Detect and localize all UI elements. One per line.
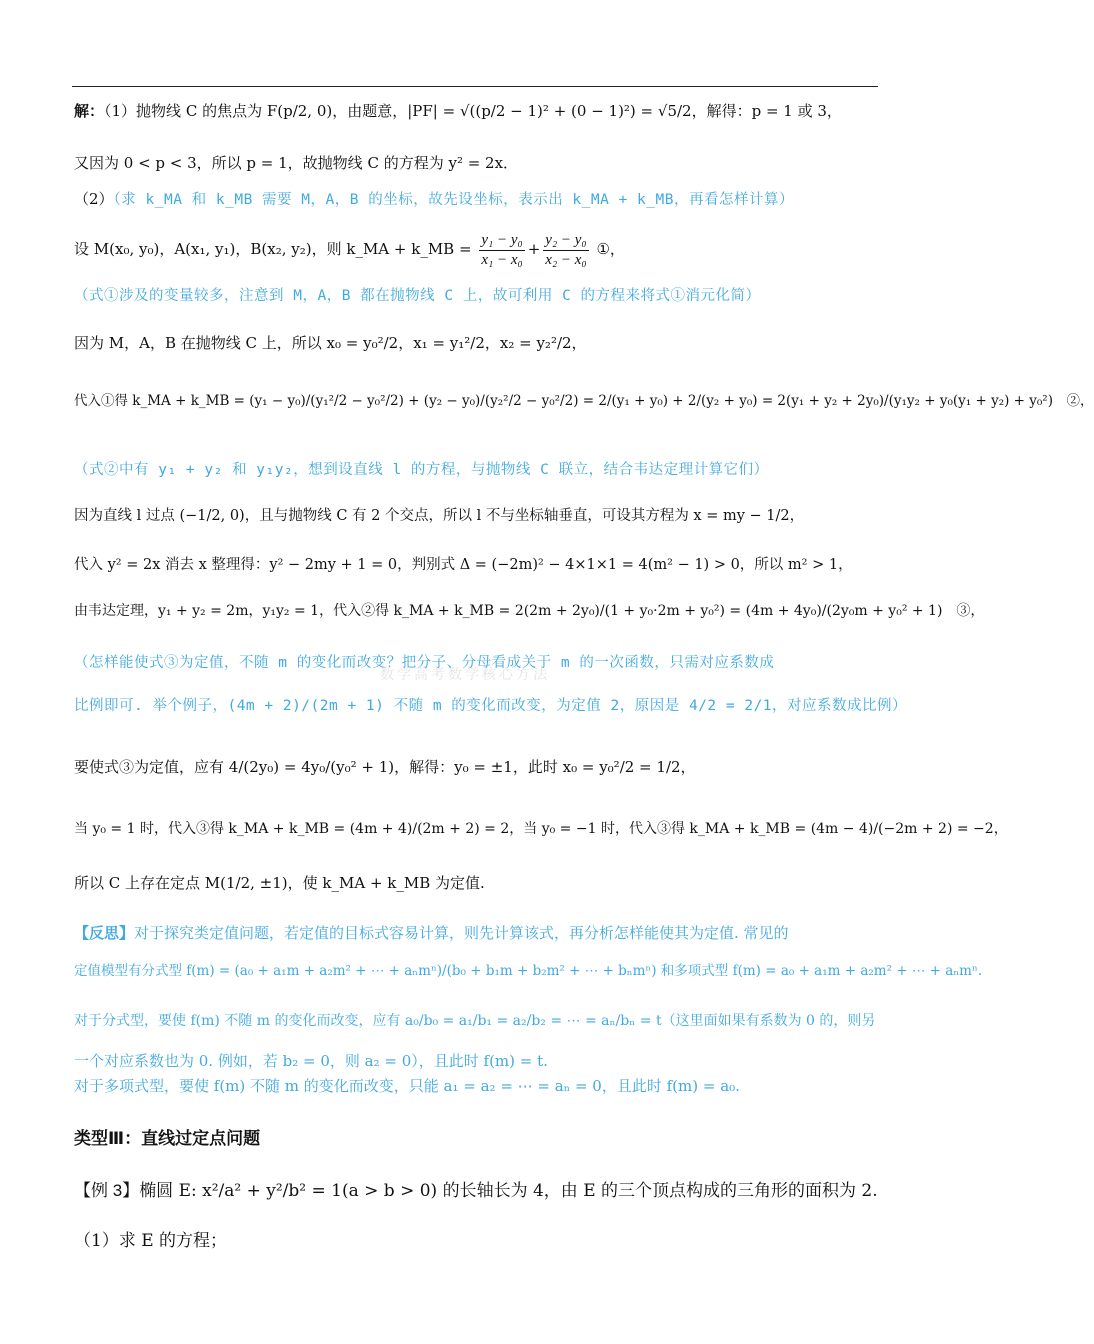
solution-line-10: 代入 y² = 2x 消去 x 整理得：y² − 2my + 1 = 0，判别式 Δ = (−2m)² − 4×1×1 = 4(m² − 1) > 0，所以 m² > 1，: [74, 557, 853, 573]
solution-line-15: 当 y₀ = 1 时，代入③得 k_MA + k_MB = (4m + 4)/(2m + 2) = 2，当 y₀ = −1 时，代入③得 k_MA + k_MB = (4m − 4)/(−2m + 2) = −2，: [74, 821, 1008, 837]
example-text: 椭圆 E: x²/a² + y²/b² = 1(a > b > 0) 的长轴长为 4，由 E 的三个顶点构成的三角形的面积为 2.: [139, 1181, 878, 1201]
solution-line-6: 因为 M，A，B 在抛物线 C 上，所以 x₀ = y₀²/2，x₁ = y₁²/2，x₂ = y₂²/2，: [74, 334, 587, 352]
hint-4: （怎样能使式③为定值，不随 m 的变化而改变？把分子、分母看成关于 m 的一次函数，只需对应系数成: [74, 655, 775, 671]
question-1: （1）求 E 的方程；: [74, 1231, 228, 1251]
hint-5: 比例即可. 举个例子，(4m + 2)/(2m + 1) 不随 m 的变化而改变，为定值 2，原因是 4/2 = 2/1，对应系数成比例）: [74, 698, 908, 714]
solution-line-14: 要使式③为定值，应有 4/(2y₀) = 4y₀/(y₀² + 1)，解得：y₀ = ±1，此时 x₀ = y₀²/2 = 1/2，: [74, 758, 696, 776]
solution-line-16: 所以 C 上存在定点 M(1/2, ±1)，使 k_MA + k_MB 为定值.: [74, 874, 485, 892]
set-coordinates-text: 设 M(x₀, y₀)，A(x₁, y₁)，B(x₂, y₂)，则 k_MA + k_MB =: [74, 240, 472, 258]
reflection-line-3: 对于分式型，要使 f(m) 不随 m 的变化而改变，应有 a₀/b₀ = a₁/b₁ = a₂/b₂ = ⋯ = aₙ/bₙ = t（这里面如果有系数为 0 的，则另: [74, 1013, 876, 1029]
solution-line-7: 代入①得 k_MA + k_MB = (y₁ − y₀)/(y₁²/2 − y₀²/2) + (y₂ − y₀)/(y₂²/2 − y₀²/2) = 2/(y₁ + y₀) + 2/(y₂ + y₀) = 2(y₁ + y₂ + 2y₀)/(y₁y₂ + y₀(y₁ + y₂) + y₀²) ②，: [74, 393, 1094, 409]
solution-label: 解：: [74, 102, 105, 120]
section-heading: 类型Ⅲ：直线过定点问题: [74, 1129, 261, 1148]
watermark: 数学高考数学核心方法: [380, 667, 550, 683]
slope-fraction-mb: $\frac{\text{y₂ − y₀}}{\text{x₂ − x₀}}$: [545, 232, 587, 268]
reflection-line-2: 定值模型有分式型 f(m) = (a₀ + a₁m + a₂m² + ⋯ + aₙmⁿ)/(b₀ + b₁m + b₂m² + ⋯ + bₙmⁿ) 和多项式型 f(m) = a₀ + a₁m + a₂m² + ⋯ + aₙmⁿ.: [74, 963, 983, 979]
solution-line-4: 设 M(x₀, y₀)，A(x₁, y₁)，B(x₂, y₂)，则 k_MA + k_MB = $\frac{\text{y₁ − y₀}}{\text{x₁ − x₀}}$ + $\frac{\text{y₂ − y₀}}{\text{x₂ − x₀}}$ ①，: [74, 232, 625, 268]
hint-2: （式①涉及的变量较多，注意到 M，A，B 都在抛物线 C 上，故可利用 C 的方程来将式①消元化简）: [74, 288, 761, 304]
hint-1: （求 k_MA 和 k_MB 需要 M，A，B 的坐标，故先设坐标，表示出 k_MA + k_MB，再看怎样计算）: [113, 192, 794, 208]
reflection-text-1: 对于探究类定值问题，若定值的目标式容易计算，则先计算该式，再分析怎样能使其为定值. 常见的: [134, 924, 789, 942]
solution-line-1: [74, 100, 880, 122]
top-rule: [72, 86, 878, 87]
slope-fraction-ma: $\frac{\text{y₁ − y₀}}{\text{x₁ − x₀}}$: [481, 232, 523, 268]
solution-line-2: 又因为 0 < p < 3，所以 p = 1，故抛物线 C 的方程为 y² = 2x．: [74, 154, 519, 172]
example-line: [74, 1180, 880, 1202]
solution-text-1: （1）抛物线 C 的焦点为 F(p/2, 0)，由题意，|PF| = √((p/2 − 1)² + (0 − 1)²) = √5/2，解得：p = 1 或 3，: [104, 102, 842, 120]
reflection-line-1: [74, 922, 880, 945]
reflection-tag: 【反思】: [74, 925, 135, 942]
solution-line-11: 由韦达定理，y₁ + y₂ = 2m，y₁y₂ = 1，代入②得 k_MA + k_MB = 2(2m + 2y₀)/(1 + y₀·2m + y₀²) = (4m + 4y₀)/(2y₀m + y₀² + 1) ③，: [74, 603, 985, 619]
part-2-number: （2）: [74, 190, 114, 208]
example-tag: 【例 3】: [74, 1181, 140, 1200]
solution-line-3: [74, 188, 880, 211]
reflection-line-4: 一个对应系数也为 0. 例如，若 b₂ = 0，则 a₂ = 0），且此时 f(m) = t.: [74, 1052, 548, 1070]
reflection-line-5: 对于多项式型，要使 f(m) 不随 m 的变化而改变，只能 a₁ = a₂ = ⋯ = aₙ = 0，且此时 f(m) = a₀.: [74, 1077, 740, 1095]
solution-line-9: 因为直线 l 过点 (−1/2, 0)，且与抛物线 C 有 2 个交点，所以 l 不与坐标轴垂直，可设其方程为 x = my − 1/2，: [74, 508, 805, 524]
equation-mark-1: ①，: [596, 240, 625, 258]
hint-3: （式②中有 y₁ + y₂ 和 y₁y₂，想到设直线 l 的方程，与抛物线 C 联立，结合韦达定理计算它们）: [74, 462, 769, 478]
